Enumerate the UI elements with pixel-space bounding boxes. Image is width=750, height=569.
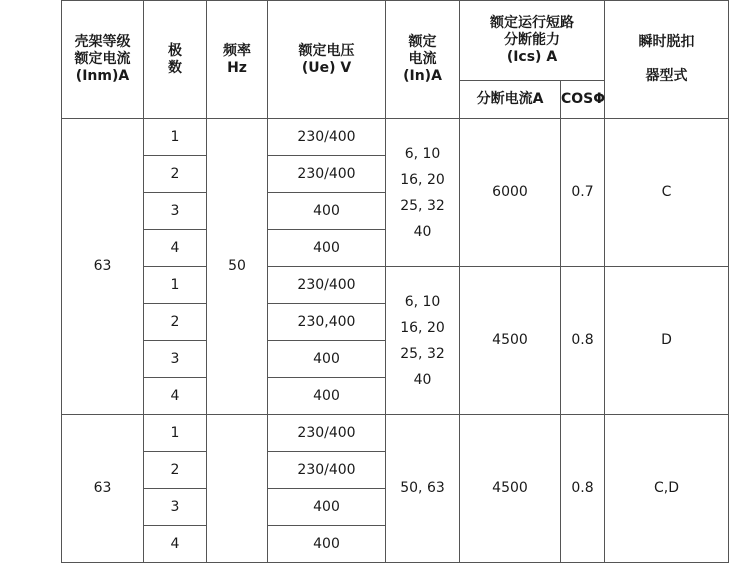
pole-cell: 1 xyxy=(144,119,207,156)
voltage-cell: 400 xyxy=(268,341,386,378)
voltage-cell: 230,400 xyxy=(268,304,386,341)
frequency-cell: 50 xyxy=(207,119,268,415)
pole-cell: 4 xyxy=(144,526,207,563)
voltage-cell: 230/400 xyxy=(268,415,386,452)
pole-cell: 3 xyxy=(144,489,207,526)
frequency-cell-empty xyxy=(207,415,268,563)
header-poles: 极 数 xyxy=(144,1,207,119)
breaking-current-cell: 4500 xyxy=(460,267,561,415)
voltage-cell: 230/400 xyxy=(268,156,386,193)
pole-cell: 2 xyxy=(144,156,207,193)
header-breaking-capacity: 额定运行短路 分断能力 (Ics) A xyxy=(460,1,605,81)
pole-cell: 2 xyxy=(144,452,207,489)
pole-cell: 2 xyxy=(144,304,207,341)
voltage-cell: 230/400 xyxy=(268,267,386,304)
header-frame-rating: 壳架等级 额定电流 (Inm)A xyxy=(62,1,144,119)
cos-phi-cell: 0.8 xyxy=(561,267,605,415)
voltage-cell: 400 xyxy=(268,489,386,526)
header-rated-voltage: 额定电压 (Ue) V xyxy=(268,1,386,119)
header-breaking-current: 分断电流A xyxy=(460,81,561,119)
cos-phi-cell: 0.7 xyxy=(561,119,605,267)
header-cos-phi: COSΦ xyxy=(561,81,605,119)
pole-cell: 4 xyxy=(144,378,207,415)
header-frequency: 频率 Hz xyxy=(207,1,268,119)
rated-current-cell: 6, 10 16, 20 25, 32 40 xyxy=(386,119,460,267)
pole-cell: 3 xyxy=(144,341,207,378)
breaking-current-cell: 4500 xyxy=(460,415,561,563)
trip-type-cell: D xyxy=(605,267,729,415)
pole-cell: 1 xyxy=(144,267,207,304)
voltage-cell: 400 xyxy=(268,526,386,563)
breaking-current-cell: 6000 xyxy=(460,119,561,267)
pole-cell: 1 xyxy=(144,415,207,452)
spec-table xyxy=(61,0,729,563)
rated-current-cell: 50, 63 xyxy=(386,415,460,563)
voltage-cell: 230/400 xyxy=(268,119,386,156)
rated-current-cell: 6, 10 16, 20 25, 32 40 xyxy=(386,267,460,415)
pole-cell: 3 xyxy=(144,193,207,230)
voltage-cell: 400 xyxy=(268,230,386,267)
pole-cell: 4 xyxy=(144,230,207,267)
voltage-cell: 230/400 xyxy=(268,452,386,489)
header-rated-current: 额定 电流 (In)A xyxy=(386,1,460,119)
voltage-cell: 400 xyxy=(268,193,386,230)
header-trip-type: 瞬时脱扣 器型式 xyxy=(605,1,729,119)
cos-phi-cell: 0.8 xyxy=(561,415,605,563)
trip-type-cell: C xyxy=(605,119,729,267)
frame-rating-cell: 63 xyxy=(62,415,144,563)
trip-type-cell: C,D xyxy=(605,415,729,563)
voltage-cell: 400 xyxy=(268,378,386,415)
frame-rating-cell: 63 xyxy=(62,119,144,415)
